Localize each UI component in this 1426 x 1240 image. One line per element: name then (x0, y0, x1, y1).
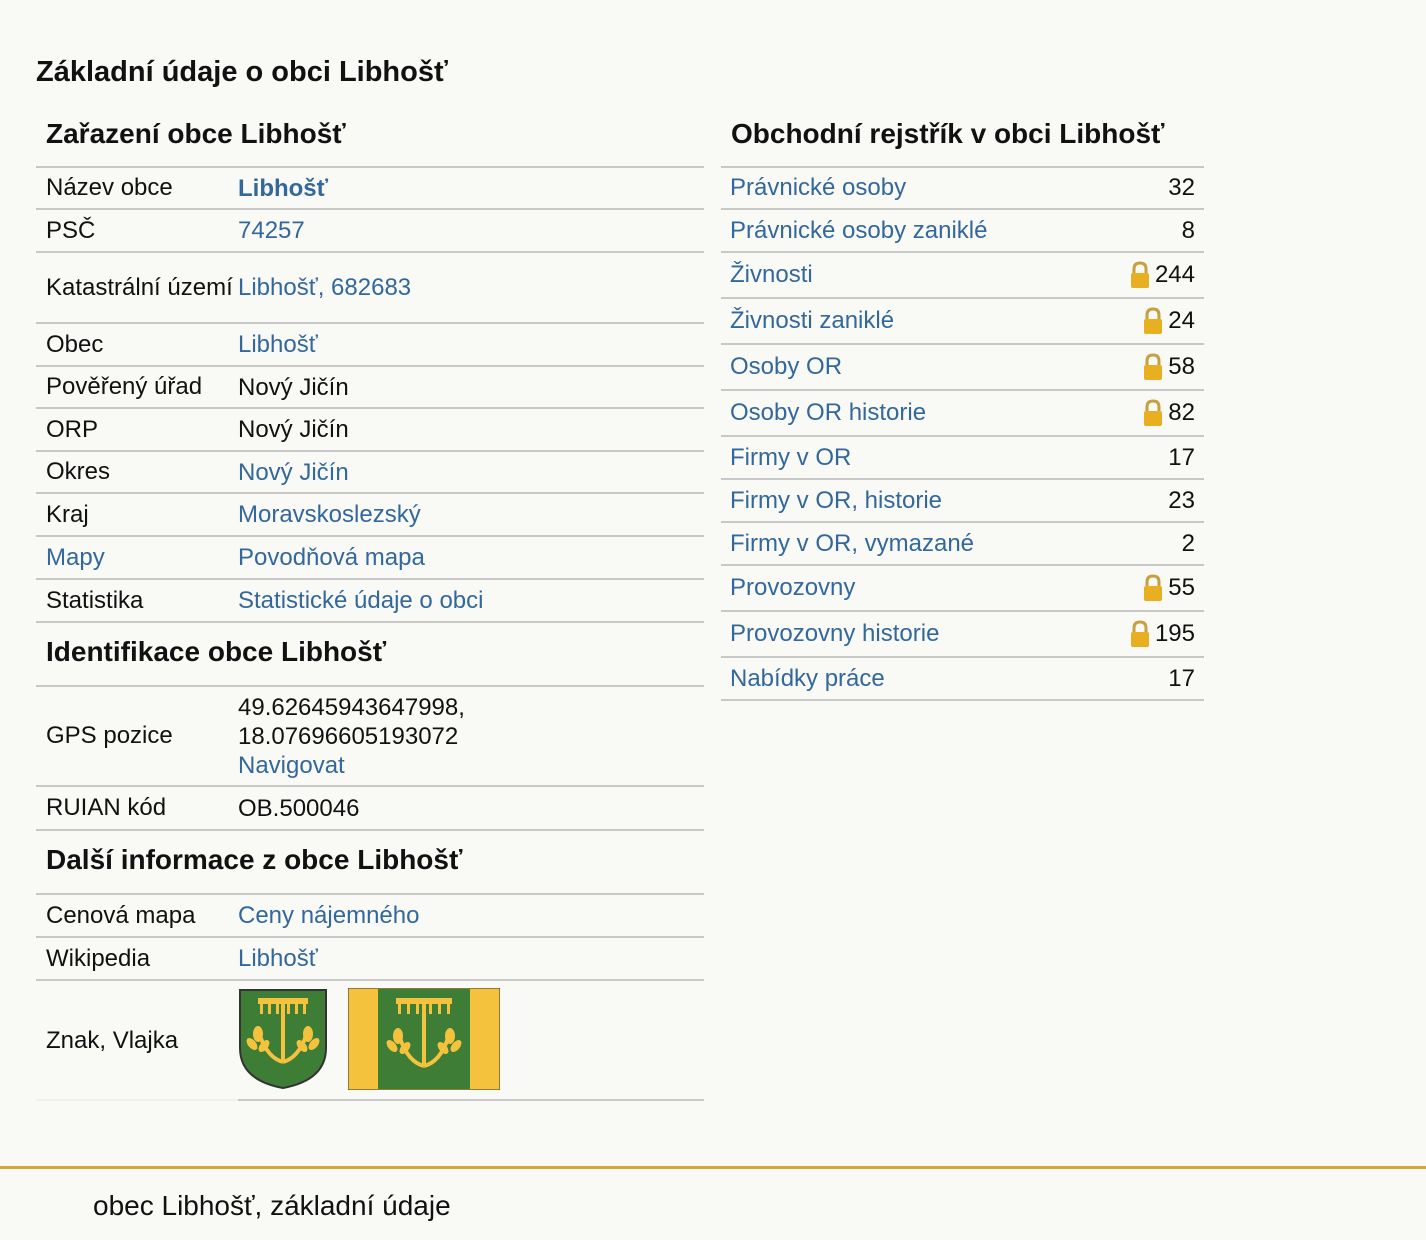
row-postal-code (36, 210, 704, 253)
registry-row-premises (721, 566, 1204, 612)
row-label: Název obce (46, 174, 173, 201)
legal-entities-defunct-link[interactable]: Právnické osoby zaniklé (730, 216, 988, 244)
registry-row-legal-entities-defunct (721, 210, 1204, 253)
count: 82 (1168, 399, 1195, 426)
postal-code-link[interactable]: 74257 (238, 217, 305, 244)
navigate-link[interactable]: Navigovat (238, 751, 345, 779)
premises-history-link[interactable]: Provozovny historie (730, 620, 940, 647)
right-column (721, 110, 1204, 701)
registry-row-job-offers (721, 658, 1204, 701)
flood-map-link[interactable]: Povodňová mapa (238, 544, 425, 571)
count: 55 (1168, 574, 1195, 601)
row-label: Znak, Vlajka (46, 1027, 179, 1054)
registry-title: Obchodní rejstřík v obci Libhošť (721, 110, 1204, 168)
registry-row-persons-or-history (721, 391, 1204, 437)
lock-icon[interactable] (1142, 307, 1164, 335)
row-label: ORP (46, 415, 99, 443)
premises-link[interactable]: Provozovny (730, 574, 856, 601)
district-link[interactable]: Nový Jičín (238, 458, 349, 486)
row-label: GPS pozice (46, 722, 173, 749)
registry-row-firms-or-deleted (721, 523, 1204, 566)
registry-row-premises-history (721, 612, 1204, 658)
flag-icon[interactable] (348, 988, 500, 1090)
count: 244 (1154, 261, 1195, 288)
lock-icon[interactable] (1142, 574, 1164, 602)
classification-title: Zařazení obce Libhošť (36, 110, 704, 168)
firms-or-deleted-link[interactable]: Firmy v OR, vymazané (730, 529, 975, 557)
ruian-value: OB.500046 (238, 794, 360, 822)
row-label: Kraj (46, 500, 89, 528)
count: 24 (1168, 307, 1195, 334)
lock-icon[interactable] (1129, 620, 1151, 648)
statistics-link[interactable]: Statistické údaje o obci (238, 587, 484, 614)
cadastral-area-link[interactable]: Libhošť, 682683 (238, 274, 412, 301)
municipality-name-link[interactable]: Libhošť (238, 174, 329, 202)
row-municipality (36, 324, 704, 367)
lock-icon[interactable] (1142, 399, 1164, 427)
count: 32 (1168, 174, 1195, 201)
row-authorized-office (36, 367, 704, 409)
row-district (36, 452, 704, 494)
persons-or-history-link[interactable]: Osoby OR historie (730, 399, 927, 426)
firms-or-history-link[interactable]: Firmy v OR, historie (730, 486, 943, 514)
row-label: RUIAN kód (46, 794, 167, 821)
footer-divider (0, 1166, 1426, 1169)
row-orp (36, 409, 704, 452)
row-statistics (36, 580, 704, 623)
count: 8 (1181, 216, 1195, 244)
left-column (36, 110, 704, 1101)
registry-row-firms-or (721, 437, 1204, 480)
row-region (36, 494, 704, 537)
row-label: Wikipedia (46, 944, 151, 972)
row-gps (36, 687, 704, 787)
row-label: Okres (46, 458, 111, 485)
trades-link[interactable]: Živnosti (730, 261, 813, 288)
gps-value (238, 693, 704, 780)
registry-row-trades (721, 253, 1204, 299)
row-ruian (36, 787, 704, 831)
registry-row-firms-or-history (721, 480, 1204, 523)
count: 17 (1168, 664, 1195, 692)
row-label: Katastrální území (46, 273, 233, 301)
identification-title: Identifikace obce Libhošť (36, 623, 704, 687)
registry-row-persons-or (721, 345, 1204, 391)
row-municipality-name (36, 168, 704, 210)
firms-or-link[interactable]: Firmy v OR (730, 443, 852, 471)
gps-latitude: 49.62645943647998, (238, 693, 465, 721)
footer-text: obec Libhošť, základní údaje (93, 1190, 451, 1221)
emblem-flag-images (238, 988, 500, 1090)
job-offers-link[interactable]: Nabídky práce (730, 664, 885, 692)
lock-icon[interactable] (1129, 261, 1151, 289)
rent-prices-link[interactable]: Ceny nájemného (238, 902, 420, 929)
row-label: Cenová mapa (46, 901, 196, 929)
row-divider (36, 1099, 704, 1101)
row-emblem-flag (36, 981, 704, 1101)
row-price-map (36, 895, 704, 938)
gps-longitude: 18.07696605193072 (238, 722, 459, 750)
wikipedia-link[interactable]: Libhošť (238, 945, 318, 972)
count: 58 (1168, 353, 1195, 380)
persons-or-link[interactable]: Osoby OR (730, 353, 843, 380)
legal-entities-link[interactable]: Právnické osoby (730, 174, 907, 201)
count: 17 (1168, 443, 1195, 471)
registry-row-legal-entities (721, 168, 1204, 210)
lock-icon[interactable] (1142, 353, 1164, 381)
region-link[interactable]: Moravskoslezský (238, 501, 421, 528)
maps-link[interactable]: Mapy (46, 543, 105, 571)
more-info-title: Další informace z obce Libhošť (36, 831, 704, 895)
row-label: Pověřený úřad (46, 373, 203, 400)
page-title: Základní údaje o obci Libhošť (36, 56, 448, 88)
row-label: Statistika (46, 586, 144, 614)
count: 195 (1154, 620, 1195, 647)
count: 23 (1168, 486, 1195, 514)
row-maps (36, 537, 704, 580)
row-cadastral-area (36, 253, 704, 324)
count: 2 (1181, 529, 1195, 557)
municipality-link[interactable]: Libhošť (238, 331, 318, 358)
authorized-office-value: Nový Jičín (238, 373, 349, 401)
trades-defunct-link[interactable]: Živnosti zaniklé (730, 307, 895, 334)
coat-of-arms-icon[interactable] (238, 988, 328, 1090)
row-label: Obec (46, 330, 104, 358)
orp-value: Nový Jičín (238, 416, 349, 443)
row-wikipedia (36, 938, 704, 981)
registry-row-trades-defunct (721, 299, 1204, 345)
row-label: PSČ (46, 216, 96, 244)
